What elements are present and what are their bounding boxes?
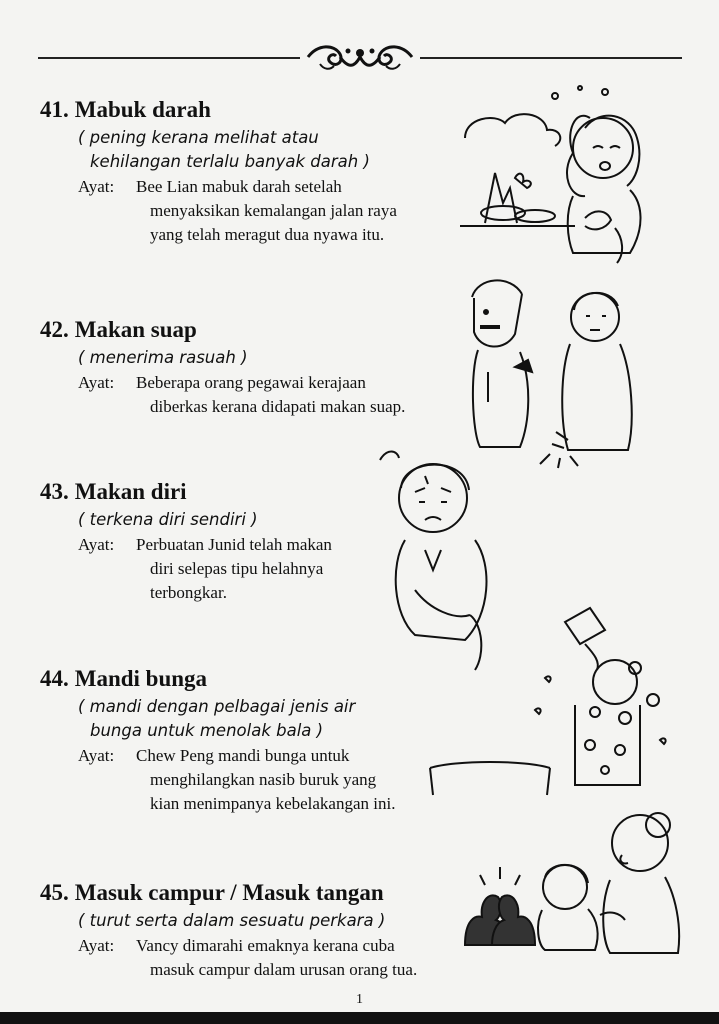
entry-title: 41. Mabuk darah [40,97,211,122]
entry-42 [40,316,470,419]
flower-bath-illustration [425,600,675,800]
entry-meaning: ( terkena diri sendiri ) [78,510,258,529]
entry-meaning: ( turut serta dalam sesuatu perkara ) [78,911,386,930]
entry-meaning: ( pening kerana melihat atau kehilangan terlalu banyak darah ) [78,128,370,171]
entry-45 [40,879,470,982]
entry-title: 42. Makan suap [40,317,197,342]
entry-example: Ayat: Chew Peng mandi bunga untuk menghilangkan nasib buruk yang kian menimpanya kebelakangan ini. [78,746,396,813]
header-rule-left [38,57,300,59]
entry-meaning: ( menerima rasuah ) [78,348,248,367]
page-number: 1 [356,992,363,1007]
bottom-bar [0,1012,719,1024]
header-rule-right [420,57,682,59]
scolding-mother-illustration [460,805,685,960]
entry-41 [40,96,470,247]
ornament-icon [300,40,420,74]
entry-title: 45. Masuk campur / Masuk tangan [40,880,384,905]
entry-example: Ayat: Perbuatan Junid telah makan diri selepas tipu helahnya terbongkar. [78,535,332,602]
entry-meaning: ( mandi dengan pelbagai jenis air bunga untuk menolak bala ) [78,697,356,740]
entry-44 [40,665,470,816]
entry-title: 44. Mandi bunga [40,666,208,691]
entry-example: Ayat: Bee Lian mabuk darah setelah menyaksikan kemalangan jalan raya yang telah meragut dua nyawa itu. [78,177,397,244]
entry-example: Ayat: Vancy dimarahi emaknya kerana cuba masuk campur dalam urusan orang tua. [78,936,418,979]
dizzy-woman-accident-illustration [455,78,665,273]
entry-example: Ayat: Beberapa orang pegawai kerajaan diberkas kerana didapati makan suap. [78,373,406,416]
entry-title: 43. Makan diri [40,479,187,504]
